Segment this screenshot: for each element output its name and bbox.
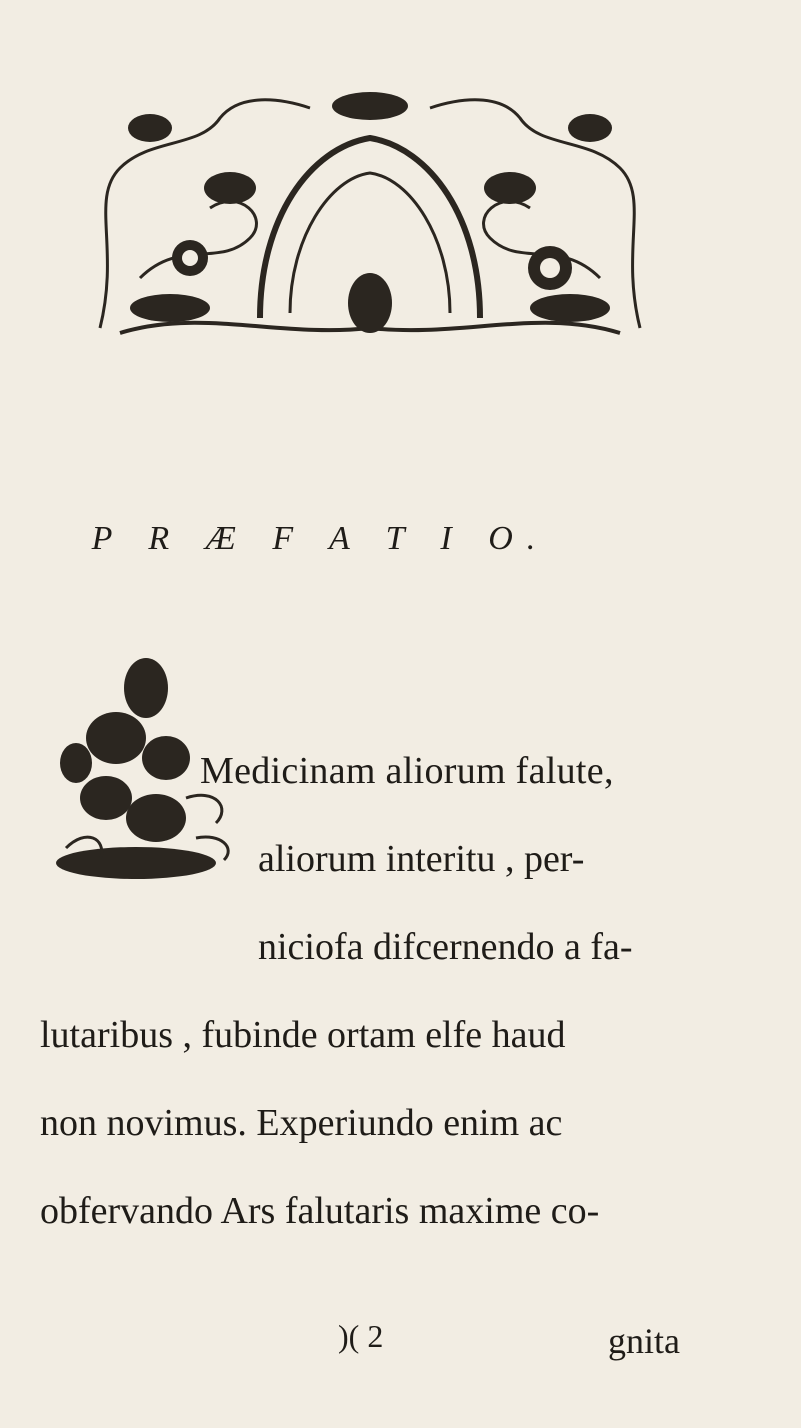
text-line-6: obfervando Ars falutaris maxime co- [40,1190,600,1232]
foliate-headpiece-ornament [80,78,660,346]
text-line-2: aliorum interitu , per- [258,838,585,880]
catchword: gnita [608,1321,680,1361]
text-line-4: lutaribus , fubinde ortam elfe haud [40,1014,566,1056]
signature-mark: )( 2 [338,1318,384,1354]
text-line-3: niciofa difcernendo a fa- [258,926,633,968]
text-line-1: Medicinam aliorum falute, [200,750,614,792]
text-line-5: non novimus. Experiundo enim ac [40,1102,563,1144]
page-title: P R Æ F A T I O. [91,520,550,557]
